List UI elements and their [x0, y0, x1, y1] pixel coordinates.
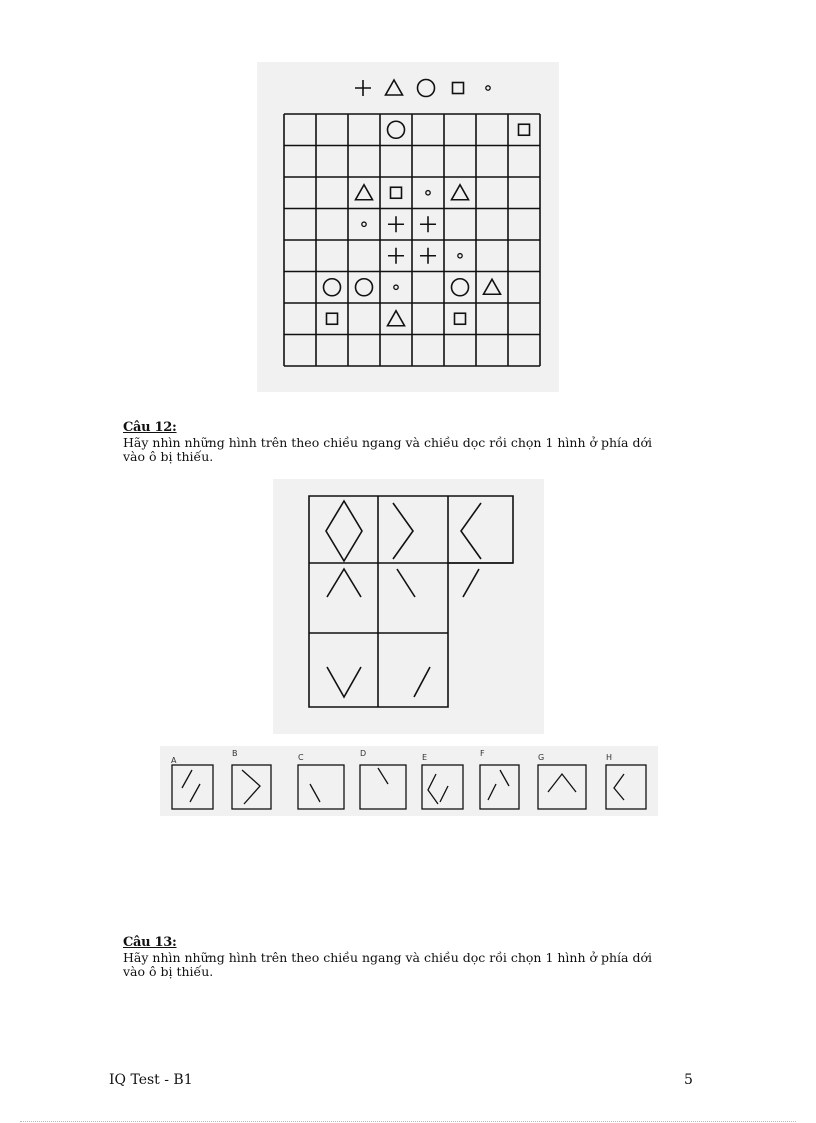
option-b[interactable] [232, 765, 271, 809]
square-symbol [453, 83, 464, 94]
option-a[interactable] [172, 765, 213, 809]
dot-symbol [426, 191, 430, 195]
question-13-text-line1: Hãy nhìn những hình trên theo chiều ngang và chiều dọc rồi chọn 1 hình ở phía dới [123, 950, 652, 965]
symbol-legend [355, 80, 490, 97]
slash-shape [463, 569, 479, 597]
option-f-label: F [480, 749, 485, 758]
option-a-label: A [171, 756, 177, 765]
circle-symbol [418, 80, 435, 97]
circle-symbol [452, 279, 469, 296]
symbol-grid-cells [324, 121, 530, 326]
question-12-text-line1: Hãy nhìn những hình trên theo chiều ngang và chiều dọc rồi chọn 1 hình ở phía dới [123, 435, 652, 450]
square-symbol [455, 313, 466, 324]
circle-symbol [324, 279, 341, 296]
figure-symbol-grid [257, 62, 559, 392]
square-symbol [519, 124, 530, 135]
option-g[interactable] [538, 765, 586, 809]
option-e-label: E [422, 753, 428, 762]
plus-symbol [420, 248, 436, 264]
triangle-symbol [484, 279, 501, 294]
right-chevron-shape [393, 503, 413, 559]
page-bottom-divider [20, 1121, 796, 1122]
pattern-matrix-svg [273, 479, 544, 734]
diamond-shape [326, 501, 362, 561]
symbol-grid-svg [257, 62, 559, 392]
page-number: 5 [684, 1072, 693, 1088]
option-e[interactable] [422, 765, 463, 809]
square-symbol [327, 313, 338, 324]
triangle-symbol [356, 185, 373, 200]
backslash-shape [397, 569, 415, 597]
question-13-title: Câu 13: [123, 935, 177, 950]
option-d[interactable] [360, 765, 406, 809]
option-h-label: H [606, 753, 613, 762]
dot-symbol [394, 285, 398, 289]
dot-symbol [486, 86, 490, 90]
plus-symbol [355, 80, 371, 96]
down-chevron-shape [327, 667, 361, 697]
answer-options-strip [160, 746, 658, 816]
option-h[interactable] [606, 765, 646, 809]
figure-pattern-matrix [273, 479, 544, 734]
question-13-text-line2: vào ô bị thiếu. [123, 964, 214, 979]
plus-symbol [388, 248, 404, 264]
slash-shape-2 [414, 667, 430, 697]
question-12-text [123, 436, 723, 464]
option-b-label: B [232, 749, 238, 758]
option-f[interactable] [480, 765, 519, 809]
option-c[interactable] [298, 765, 344, 809]
plus-symbol [388, 216, 404, 232]
option-d-label: D [360, 749, 367, 758]
symbol-grid-lines [284, 114, 540, 366]
square-symbol [391, 187, 402, 198]
triangle-symbol [452, 185, 469, 200]
footer-left: IQ Test - B1 [109, 1072, 193, 1088]
left-chevron-shape [461, 503, 481, 559]
option-c-label: C [298, 753, 304, 762]
triangle-symbol [386, 80, 403, 95]
dot-symbol [362, 222, 366, 226]
option-g-label: G [538, 753, 545, 762]
plus-symbol [420, 216, 436, 232]
answer-options-svg [160, 746, 658, 816]
question-12-text-line2: vào ô bị thiếu. [123, 449, 214, 464]
circle-symbol [388, 121, 405, 138]
question-12-title: Câu 12: [123, 420, 177, 435]
dot-symbol [458, 254, 462, 258]
up-chevron-shape [327, 569, 361, 597]
triangle-symbol [388, 311, 405, 326]
question-13-text [123, 951, 723, 979]
circle-symbol [356, 279, 373, 296]
